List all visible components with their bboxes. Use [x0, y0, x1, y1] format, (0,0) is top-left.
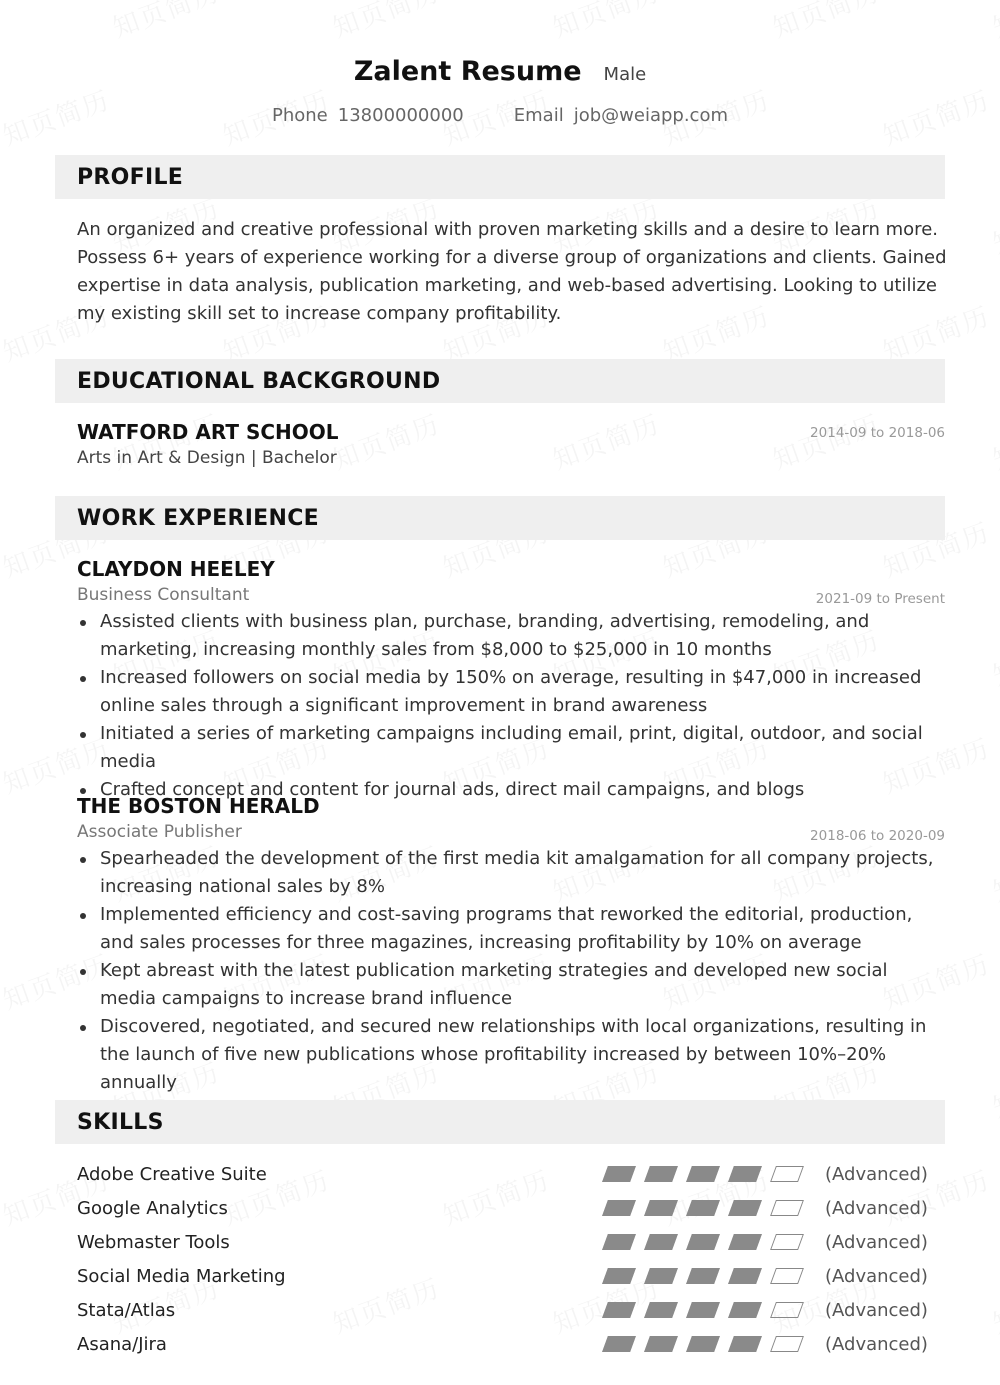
list-item: Increased followers on social media by 150% on average, resulting in $47,000 in increased online sales through a significant improvement in brand awareness	[77, 664, 949, 720]
rating-segment-empty	[770, 1234, 804, 1250]
job-company: THE BOSTON HERALD	[77, 794, 320, 818]
watermark-text	[327, 404, 445, 477]
watermark-text	[437, 1376, 555, 1385]
rating-segment-filled	[728, 1200, 762, 1216]
skill-rating	[605, 1336, 825, 1352]
watermark-text	[987, 1052, 1000, 1125]
watermark-text	[987, 188, 1000, 261]
phone-value: 13800000000	[337, 105, 464, 126]
skill-row	[77, 1191, 937, 1225]
skill-row	[77, 1225, 937, 1259]
job-date: 2018-06 to 2020-09	[810, 828, 945, 844]
rating-segment-filled	[686, 1302, 720, 1318]
profile-text: An organized and creative professional with proven marketing skills and a desire to learn more. Possess 6+ years of experience working for a diverse group of organizations and clients. Gained expertise in data analysis, publication marketing, and web-based advertising. Looking to utilize my existing skill set to increase company profitability.	[77, 219, 947, 324]
email-block	[514, 105, 728, 126]
list-item: Assisted clients with business plan, purchase, branding, advertising, remodeling, and marketing, increasing monthly sales from $8,000 to $25,000 in 10 months	[77, 608, 949, 664]
watermark-text	[987, 404, 1000, 477]
section-header-work: WORK EXPERIENCE	[55, 496, 945, 540]
job-company: CLAYDON HEELEY	[77, 557, 275, 581]
job-role: Business Consultant	[77, 585, 250, 605]
skill-level: (Advanced)	[825, 1265, 928, 1287]
watermark-text	[0, 404, 5, 477]
rating-segment-filled	[644, 1302, 678, 1318]
rating-segment-filled	[644, 1268, 678, 1284]
phone-block	[272, 105, 464, 126]
skill-level: (Advanced)	[825, 1197, 928, 1219]
watermark-text	[217, 1376, 335, 1385]
watermark-text	[0, 1268, 5, 1341]
watermark-text	[0, 1376, 115, 1385]
watermark-text	[877, 1376, 995, 1385]
candidate-name: Zalent Resume	[353, 56, 582, 87]
school-name: WATFORD ART SCHOOL	[77, 420, 339, 444]
section-header-profile: PROFILE	[55, 155, 945, 199]
job-bullets	[77, 845, 949, 1097]
rating-segment-filled	[644, 1200, 678, 1216]
skill-name: Social Media Marketing	[77, 1265, 286, 1287]
job-bullets	[77, 608, 949, 804]
rating-segment-filled	[728, 1268, 762, 1284]
rating-segment-filled	[602, 1200, 636, 1216]
rating-segment-empty	[770, 1302, 804, 1318]
section-header-skills: SKILLS	[55, 1100, 945, 1144]
rating-segment-filled	[602, 1166, 636, 1182]
skill-rating	[605, 1200, 825, 1216]
education-date: 2014-09 to 2018-06	[810, 425, 945, 441]
rating-segment-filled	[602, 1336, 636, 1352]
rating-segment-filled	[728, 1166, 762, 1182]
rating-segment-filled	[644, 1166, 678, 1182]
rating-segment-filled	[728, 1302, 762, 1318]
list-item: Kept abreast with the latest publication marketing strategies and developed new social media campaigns to increase brand influence	[77, 957, 949, 1013]
skill-name: Webmaster Tools	[77, 1231, 230, 1253]
watermark-text	[547, 404, 665, 477]
skill-row	[77, 1293, 937, 1327]
list-item: Implemented efficiency and cost-saving programs that reworked the editorial, production, and sales processes for three magazines, increasing profitability by 10% on average	[77, 901, 949, 957]
watermark-text	[987, 620, 1000, 693]
contact-line	[0, 105, 1000, 126]
rating-segment-empty	[770, 1200, 804, 1216]
skill-rating	[605, 1268, 825, 1284]
rating-segment-filled	[644, 1234, 678, 1250]
rating-segment-filled	[728, 1336, 762, 1352]
watermark-text	[657, 1376, 775, 1385]
skill-rating	[605, 1234, 825, 1250]
rating-segment-filled	[728, 1234, 762, 1250]
rating-segment-empty	[770, 1336, 804, 1352]
rating-segment-filled	[686, 1268, 720, 1284]
watermark-text	[987, 836, 1000, 909]
list-item: Initiated a series of marketing campaigns including email, print, digital, outdoor, and social media	[77, 720, 949, 776]
rating-segment-filled	[602, 1302, 636, 1318]
skill-name: Google Analytics	[77, 1197, 228, 1219]
phone-label: Phone	[272, 105, 328, 126]
watermark-text	[0, 836, 5, 909]
rating-segment-filled	[602, 1234, 636, 1250]
skill-name: Stata/Atlas	[77, 1299, 176, 1321]
rating-segment-filled	[644, 1336, 678, 1352]
skill-rating	[605, 1166, 825, 1182]
job-date: 2021-09 to Present	[815, 591, 945, 607]
rating-segment-filled	[686, 1336, 720, 1352]
skill-level: (Advanced)	[825, 1231, 928, 1253]
candidate-gender: Male	[603, 64, 647, 85]
section-header-education: EDUCATIONAL BACKGROUND	[55, 359, 945, 403]
skill-level: (Advanced)	[825, 1163, 928, 1185]
rating-segment-empty	[770, 1166, 804, 1182]
rating-segment-filled	[686, 1200, 720, 1216]
resume-header	[0, 0, 1000, 126]
skill-level: (Advanced)	[825, 1333, 928, 1355]
rating-segment-empty	[770, 1268, 804, 1284]
rating-segment-filled	[686, 1166, 720, 1182]
list-item: Discovered, negotiated, and secured new relationships with local organizations, resulting in the launch of five new publications whose profitability increased by between 10%–20% annually	[77, 1013, 949, 1097]
skill-name: Asana/Jira	[77, 1333, 167, 1355]
skill-level: (Advanced)	[825, 1299, 928, 1321]
email-label: Email	[513, 105, 564, 126]
list-item: Crafted concept and content for journal ads, direct mail campaigns, and blogs	[77, 776, 949, 804]
skill-row	[77, 1157, 937, 1191]
job-role: Associate Publisher	[77, 822, 242, 842]
watermark-text	[987, 1268, 1000, 1341]
skill-row	[77, 1259, 937, 1293]
list-item: Spearheaded the development of the first media kit amalgamation for all company projects, increasing national sales by 8%	[77, 845, 949, 901]
degree-text: Arts in Art & Design | Bachelor	[77, 448, 337, 468]
skills-list	[77, 1157, 937, 1361]
rating-segment-filled	[686, 1234, 720, 1250]
skill-name: Adobe Creative Suite	[77, 1163, 267, 1185]
email-value: job@weiapp.com	[573, 105, 728, 126]
watermark-text	[0, 1052, 5, 1125]
watermark-text	[0, 620, 5, 693]
skill-rating	[605, 1302, 825, 1318]
name-line	[0, 56, 1000, 87]
rating-segment-filled	[602, 1268, 636, 1284]
watermark-text	[0, 188, 5, 261]
skill-row	[77, 1327, 937, 1361]
